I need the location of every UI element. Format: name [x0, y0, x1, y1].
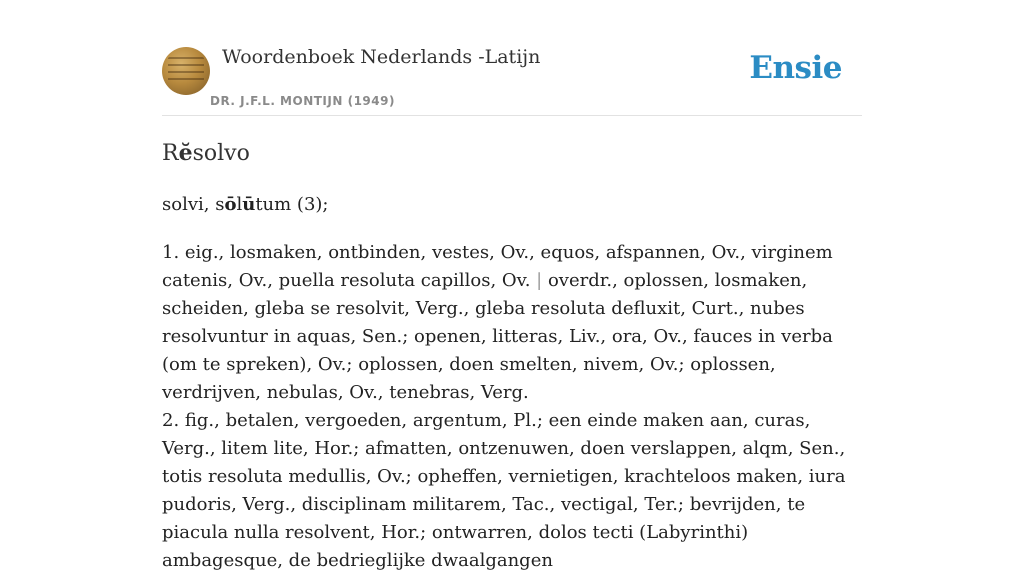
forms-accent-1: ō — [224, 194, 237, 215]
sense-1-figurative: overdr., oplossen, losmaken, scheiden, gleba se resolvit, Verg., gleba resoluta defluxit, Curt., nubes resolvuntur in aquas, Sen.; openen, litteras, Liv., ora, Ov., fauces in verba (om te spreken), Ov.; oplossen, doen smelten, nivem, Ov.; oplossen, verdrijven, nebulas, Ov., tenebras, Verg. — [162, 270, 833, 403]
sense-1-literal: 1. eig., losmaken, ontbinden, vestes, Ov., equos, afspannen, Ov., virginem catenis, Ov., puella resoluta capillos, Ov. — [162, 242, 833, 291]
dictionary-title[interactable]: Woordenboek Nederlands -Latijn — [222, 46, 541, 68]
coin-engraving — [168, 57, 204, 85]
entry-definition — [162, 239, 867, 575]
entry-forms — [162, 194, 329, 215]
headword-accent: ĕ — [178, 140, 193, 166]
forms-mid: l — [236, 194, 243, 215]
headword-suffix: solvo — [192, 141, 250, 166]
sense-1 — [162, 239, 867, 407]
forms-suffix: tum (3); — [255, 194, 329, 215]
headword-prefix: R — [162, 141, 179, 166]
page-container — [162, 0, 862, 571]
entry-headword — [162, 140, 250, 166]
forms-prefix: solvi, s — [162, 194, 225, 215]
sense-2: 2. fig., betalen, vergoeden, argentum, Pl.; een einde maken aan, curas, Verg., litem lite, Hor.; afmatten, ontzenuwen, doen verslappen, alqm, Sen., totis resoluta medullis, Ov.; opheffen, vernietigen, krachteloos maken, iura pudoris, Verg., disciplinam militarem, Tac., vectigal, Ter.; bevrijden, te piacula nulla resolvent, Hor.; ontwarren, dolos tecti (Labyrinthi) ambagesque, de bedrieglijke dwaalgangen — [162, 410, 846, 571]
dictionary-author: DR. J.F.L. MONTIJN (1949) — [210, 94, 395, 108]
ensie-brand-logo[interactable]: Ensie — [749, 50, 842, 86]
sense-separator: | — [536, 270, 543, 291]
coin-logo-icon[interactable] — [162, 47, 210, 95]
dictionary-header — [162, 0, 862, 116]
forms-accent-2: ū — [242, 194, 256, 215]
